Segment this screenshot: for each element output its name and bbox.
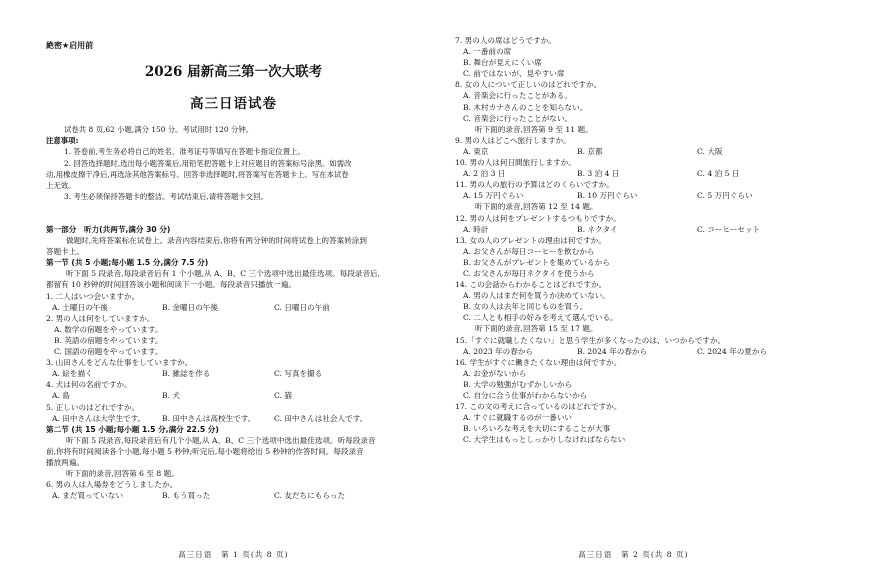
option-b: B. 雑誌を作る <box>162 369 211 379</box>
question-11-options <box>455 190 815 201</box>
option-b: B. 金曜日の午後 <box>162 302 218 312</box>
option-a: A. 時計 <box>463 224 489 234</box>
question-6-options <box>46 490 421 501</box>
option-b: B. お父さんがプレゼントを集めているから <box>463 257 610 267</box>
option-a: A. 土曜日の午後 <box>52 302 108 312</box>
section1-desc: 听下面 5 段录音,每段录音后有 1 个小题,从 A、B、C 三个选项中选出最佳选项。每段录音后, <box>66 269 381 279</box>
option-c: C. 2024 年の夏から <box>697 346 768 356</box>
section2-title: 第二节 (共 15 小题;每小题 1.5 分,满分 22.5 分) <box>46 424 219 434</box>
question-2: 2. 男の人は何をしていますか。 <box>46 313 155 323</box>
section2-sub: 听下面的录音,回答第 6 至 8 题。 <box>66 469 179 479</box>
part1-desc: 做题时,先将答案标在试卷上。录音内容结束后,你将有两分钟的时间将试卷上的答案转涂到 <box>66 236 367 246</box>
option-a: A. 15 万円ぐらい <box>463 191 524 201</box>
question-3-options <box>46 368 421 379</box>
option-c: C. お父さんが毎日ネクタイを使うから <box>463 268 595 278</box>
option-a: A. 音楽会に行ったことがある。 <box>463 91 573 101</box>
option-c: C. 音楽会に行ったことがない。 <box>463 113 573 123</box>
left-column <box>46 224 421 501</box>
secret-label: 絶密★启用前 <box>46 41 94 50</box>
paper-title: 高三日语试卷 <box>190 96 277 112</box>
notes-heading: 注意事项: <box>46 136 79 146</box>
exam-intro: 试卷共 8 页,62 小题,满分 150 分。考试用时 120 分钟。 <box>64 125 254 134</box>
listening-sub-12-14: 听下面的录音,回答第 12 至 14 题。 <box>475 202 598 212</box>
question-5: 5. 正しいのはどれですか。 <box>46 402 140 412</box>
option-b: B. 10 万円ぐらい <box>577 191 638 201</box>
option-c: C. 国語の宿題をやっています。 <box>54 347 163 357</box>
option-c: C. 日曜日の午前 <box>274 302 330 312</box>
question-15-options <box>455 346 815 357</box>
option-b: B. 京都 <box>577 146 603 156</box>
question-6: 6. 男の人は入場券をどうしましたか。 <box>46 480 178 490</box>
question-17: 17. この文の考えに合っているのはどれですか。 <box>455 402 622 412</box>
option-a: A. 田中さんは大学生です。 <box>52 413 146 423</box>
section2-desc-cont: 前,你将有时间阅读各个小题,每小题 5 秒钟;听完后,每小题将给出 5 秒钟的作答时间。每段录音 <box>46 446 364 456</box>
listening-sub-9-11: 听下面的录音,回答第 9 至 11 题。 <box>475 124 593 134</box>
question-9: 9. 男の人はどこへ旅行しますか。 <box>455 135 571 145</box>
option-a: A. 2 泊 3 日 <box>463 169 506 179</box>
option-b: B. 木村カナさんのことを知らない。 <box>463 102 588 112</box>
option-a: A. お金がないから <box>463 368 527 378</box>
option-c: C. コーヒーセット <box>697 224 761 234</box>
question-7: 7. 男の人の席はどうですか。 <box>455 36 556 45</box>
option-b: B. 大学の勉強がむずかしいから <box>463 379 573 389</box>
option-a: A. すぐに就職するのが一番いい <box>463 413 573 423</box>
option-a: A. 男の人はまだ何を買うか決めていない。 <box>463 291 610 301</box>
option-a: A. 数学の宿題をやっています。 <box>54 324 163 334</box>
option-b: B. いろいろな考えを大切にすることが大事 <box>463 424 611 434</box>
question-1-options <box>46 302 421 313</box>
option-a: A. 東京 <box>463 146 489 156</box>
section1-title: 第一节 (共 5 小题;每小题 1.5 分,满分 7.5 分) <box>46 258 209 268</box>
question-4-options <box>46 390 421 401</box>
option-a: A. 島 <box>52 391 70 401</box>
option-c: C. 田中さんは社会人です。 <box>274 413 368 423</box>
question-12: 12. 男の人は何をプレゼントするつもりですか。 <box>455 213 621 223</box>
option-c: C. 二人とも相手の好みを考えて選んでいる。 <box>463 313 618 323</box>
note-3: 3. 考生必须保持答题卡的整洁。考试结束后,请将答题卡交回。 <box>64 192 268 202</box>
question-16: 16. 学生がすぐに働きたくない理由は何ですか。 <box>455 357 622 367</box>
footer-right: 高三日语 第 2 页(共 8 页) <box>578 550 689 559</box>
note-1: 1. 答卷前,考生务必将自己的姓名、准考证号等填写在答题卡指定位置上。 <box>64 147 305 157</box>
section1-desc-cont: 都留有 10 秒钟的时间回答该小题和阅读下一小题。每段录音只播放一遍。 <box>46 280 296 290</box>
option-b: B. 3 泊 4 日 <box>577 169 620 179</box>
footer-left: 高三日语 第 1 页(共 8 页) <box>178 550 289 559</box>
option-b: B. 英語の宿題をやっています。 <box>54 335 163 345</box>
section2-desc: 听下面 5 段录音,每段录音后有几个小题,从 A、B、C 三个选项中选出最佳选项。听每段录音 <box>66 435 376 445</box>
question-12-options <box>455 224 815 235</box>
option-c: C. 大学生はもっとしっかりしなければならない <box>463 435 626 445</box>
section2-desc-cont2: 播放两遍。 <box>46 457 84 467</box>
option-c: C. 5 万円ぐらい <box>697 191 753 201</box>
option-b: B. 田中さんは高校生です。 <box>162 413 256 423</box>
question-14: 14. この会話からわかることはどれですか。 <box>455 280 607 290</box>
question-5-options <box>46 413 421 424</box>
option-a: A. まだ買っていない <box>52 491 124 501</box>
right-column <box>455 35 815 445</box>
question-15: 15.「すぐに就職したくない」と思う学生が多くなったのは、いつからですか。 <box>455 335 726 345</box>
option-b: B. 女の人は去年と同じものを買う。 <box>463 302 588 312</box>
exam-instructions <box>46 124 421 202</box>
option-c: C. 写真を撮る <box>274 369 323 379</box>
option-b: B. 犬 <box>162 391 181 401</box>
question-10-options <box>455 168 815 179</box>
question-13: 13. 女の人のプレゼントの理由は何ですか。 <box>455 235 606 245</box>
note-2: 2. 回答选择题时,选出每小题答案后,用铅笔把答题卡上对应题目的答案标号涂黑。如需改 <box>64 158 352 168</box>
question-8: 8. 女の人について正しいのはどれですか。 <box>455 80 602 90</box>
option-c: C. 大阪 <box>697 146 723 156</box>
option-b: B. 舞台が見えにくい席 <box>463 58 542 68</box>
part1-title: 第一部分 听力(共两节,满分 30 分) <box>46 225 171 234</box>
option-c: C. 前ではないが、見やすい席 <box>463 69 565 79</box>
option-c: C. 猫 <box>274 391 292 401</box>
option-c: C. 自分に合う仕事がわからないから <box>463 391 588 400</box>
option-b: B. ネクタイ <box>577 224 618 234</box>
note-2-cont2: 上无效。 <box>46 181 76 191</box>
option-a: A. 2023 年の春から <box>463 346 534 356</box>
option-c: C. 友だちにもらった <box>274 491 346 501</box>
option-a: A. お父さんが毎日コーヒーを飲むから <box>463 246 595 256</box>
option-a: A. 絵を描く <box>52 369 93 379</box>
option-a: A. 一番前の席 <box>463 47 512 57</box>
question-4: 4. 犬は何の名前ですか。 <box>46 380 132 390</box>
exam-title: 2026 届新高三第一次大联考 <box>144 64 323 80</box>
option-b: B. もう買った <box>162 491 211 501</box>
question-10: 10. 男の人は何日間旅行しますか。 <box>455 158 576 168</box>
listening-sub-15-17: 听下面的录音,回答第 15 至 17 题。 <box>475 324 598 334</box>
option-c: C. 4 泊 5 日 <box>697 169 740 179</box>
question-9-options <box>455 146 815 157</box>
option-b: B. 2024 年の春から <box>577 346 648 356</box>
part1-desc-cont: 答题卡上。 <box>46 247 84 257</box>
question-3: 3. 山田さんをどんな仕事をしていますか。 <box>46 358 193 368</box>
note-2-cont: 动,用橡皮擦干净后,再选涂其他答案标号。回答非选择题时,将答案写在答题卡上。写在本试卷 <box>46 169 349 179</box>
question-11: 11. 男の人の旅行の予算はどのくらいですか。 <box>455 180 614 190</box>
question-1: 1. 二人はいつ会いますか。 <box>46 291 140 301</box>
